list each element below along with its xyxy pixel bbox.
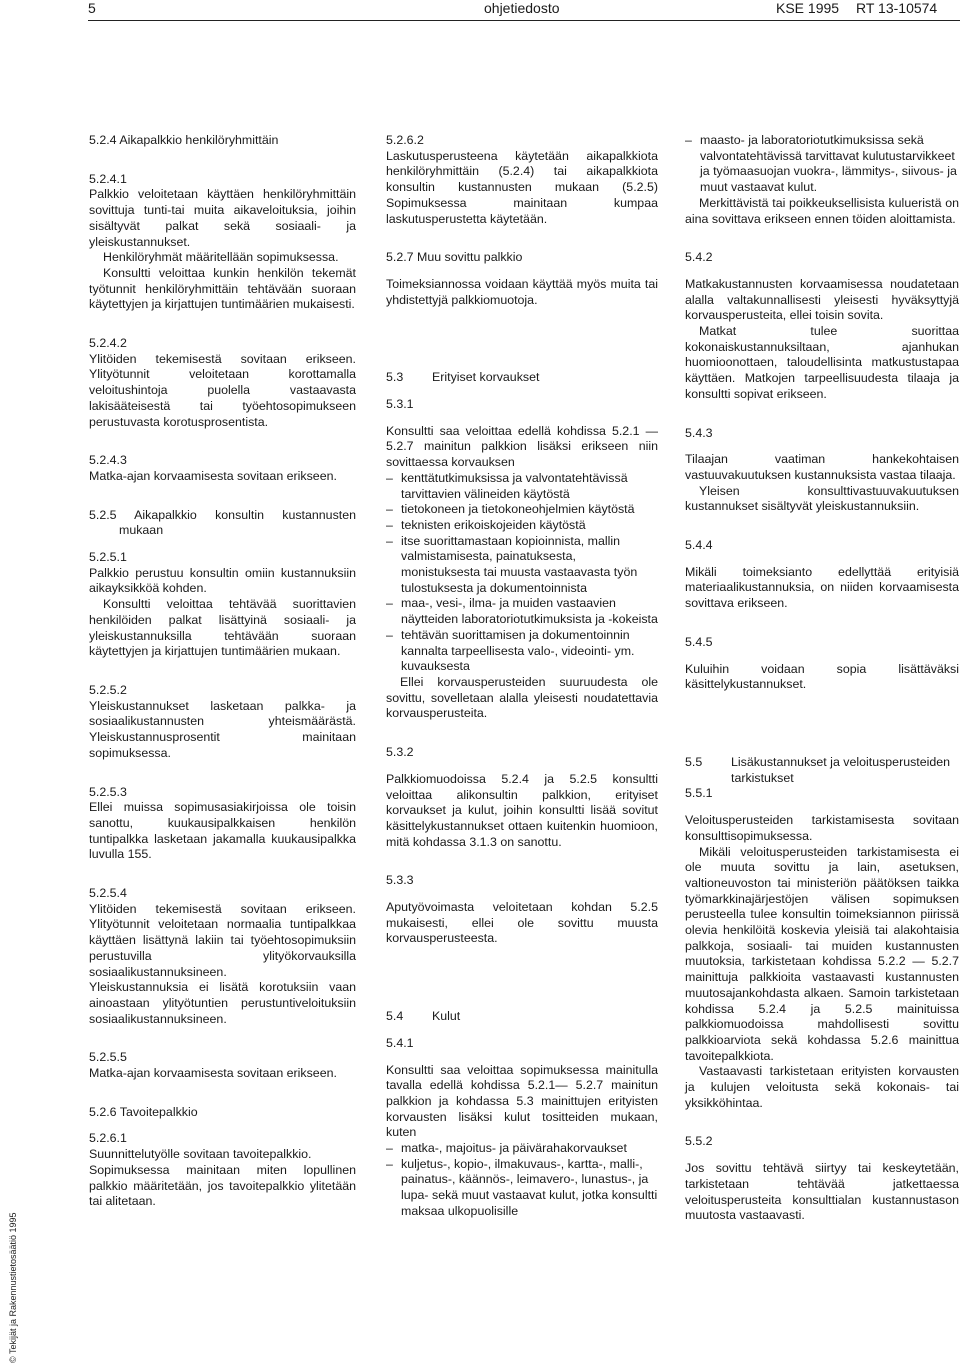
paragraph: Matkat tulee suorittaa kokonaiskustannuksiltaan, ajanhukan huomioonottaen, taloudellisinta matkustustapaa käyttäen. Matkojen tarpeellisuudesta tilaaja ja konsultti sopivat erikseen. (685, 324, 959, 401)
section-number: 5.4.1 (386, 1035, 414, 1050)
paragraph: Konsultti veloittaa kunkin henkilön tekemät työtunnit henkilöryhmittäin tehtävään suoraan käytettyjen ja kirjattujen tuntimäärien mukaisesti. (89, 265, 356, 312)
list-item: – kenttätutkimuksissa ja valvontatehtävissä tarvittavien välineiden käytöstä (386, 470, 628, 501)
section-number: 5.5.2 (685, 1134, 713, 1149)
paragraph: Ellei korvausperusteiden suuruudesta ole sovittu, sovelletaan alalla yleisesti noudatettavia korvausperusteita. (386, 674, 658, 721)
paragraph: Konsultti saa veloittaa sopimuksessa mainitulla tavalla edellä kohdissa 5.2.1— 5.2.7 mainitun palkkion ja kohdassa 5.3 mainittujen erityisten korvausten lisäksi kulut tositteiden mukaan, kuten (386, 1062, 658, 1140)
section-number: 5.2.5.2 (89, 682, 127, 697)
paragraph: Mikäli veloitusperusteiden tarkistamisesta ei ole muuta sovittu ja lain, asetuksen, valtioneuvoston tai ministeriön päätöksen taikka työmarkkinajärjestöjen välisen sopimuksen perusteella tulee konsultin toimeksiannon piirissä olevia henkilöitä koskevia yleisiä tai alakohtaisia palkkoja, sosiaali- tai muiden kustannusten muutoksia, tarkistetaan kohdissa 5.2.2 — 5.2.7 mainittuja palkkioita vastaavasti kustannusten muutosajankohdasta alkaen. Samoin tarkistetaan kohdissa 5.2.4 ja 5.2.5 mainituissa palkkiomuodoissa mahdollisesti sovittu palkkioarviota sekä kohdassa 5.2.6 mainittua tavoitepalkkiota. (685, 844, 959, 1063)
page-number: 5 (88, 0, 96, 16)
paragraph: Tilaajan vaatiman hankekohtaisen vastuuvakuutuksen kustannuksista vastaa tilaaja. (685, 452, 959, 482)
paragraph: Palkkiomuodoissa 5.2.4 ja 5.2.5 konsultti veloittaa alikonsultin palkkion, erityiset korvaukset ja kulut, joihin konsultti lisää sovitut käsittelykustannukset ottaen kuitenkin huomioon, mitä kohdassa 3.1.3 on sanottu. (386, 771, 658, 849)
section-number: 5.2.4.3 (89, 453, 127, 468)
paragraph: Veloitusperusteiden tarkistamisesta sovitaan konsulttisopimuksessa. (685, 813, 959, 843)
bullet-list (386, 1141, 658, 1220)
section-number: 5.2.5.4 (89, 886, 127, 901)
section-number: 5.2.5.1 (89, 550, 127, 565)
paragraph: Matkakustannusten korvaamisessa noudatetaan alalla valtakunnallisesti yleisesti hyväksyttyjä korvausperusteita, ellei toisin sovita. (685, 276, 959, 323)
section-number: 5.2.4.1 (89, 171, 127, 186)
column-left (89, 133, 356, 1210)
section-heading (386, 1009, 658, 1025)
section-number: 5.2.6.1 (89, 1131, 127, 1146)
bullet-list (386, 471, 658, 675)
paragraph: Laskutusperusteena käytetään aikapalkkiota henkilöryhmittäin (5.2.4) tai aikapalkkiota konsultin kustannusten mukaan (5.2.5) Sopimuksessa mainitaan kumpaa laskutusperustetta käytetään. (386, 148, 658, 226)
section-heading: 5.2.6 Tavoitepalkkio (89, 1104, 198, 1119)
section-number: 5.5 (685, 754, 703, 769)
list-item: – itse suorittamastaan kopioinnista, mallin valmistamisesta, painatuksesta, monistuksesta tai muusta vastaavasta työn tulostuksesta ja dokumentoinnista (386, 533, 638, 595)
paragraph: Suunnittelutyölle sovitaan tavoitepalkkio. (89, 1147, 312, 1162)
paragraph: Aputyövoimasta veloitetaan kohdan 5.2.5 mukaisesti, ellei ole sovittu muusta korvausperusteesta. (386, 900, 658, 946)
section-number: 5.4.4 (685, 538, 713, 553)
section-number: 5.5.1 (685, 786, 713, 801)
section-heading: 5.2.4 Aikapalkkio henkilöryhmittäin (89, 133, 279, 147)
section-title: Lisäkustannukset ja veloitusperusteiden tarkistukset (731, 754, 951, 785)
list-item: – maa-, vesi-, ilma- ja muiden vastaavien näytteiden laboratoriotutkimuksista ja -kokeista (386, 596, 658, 627)
section-number: 5.4.3 (685, 425, 713, 440)
list-item: – kuljetus-, kopio-, ilmakuvaus-, kartta-, malli-, painatus-, käännös-, leimavero-, lunastus-, ja lupa- sekä muut vastaavat kulut, jotka konsultti maksaa ulkopuolisille (386, 1156, 658, 1218)
section-heading: 5.2.7 Muu sovittu palkkio (386, 250, 523, 265)
section-number: 5.3.3 (386, 873, 414, 888)
paragraph: Sopimuksessa mainitaan miten lopullinen palkkio määritetään, jos tavoitepalkkio ylitetään tai alitetaan. (89, 1162, 356, 1209)
paragraph: Palkkio veloitetaan käyttäen henkilöryhmittäin sovittuja tunti-tai muita aikaveloituksia, joihin sisältyvät palkat sekä sosiaali- ja yleiskustannukset. (89, 187, 356, 249)
section-number: 5.3.2 (386, 745, 414, 760)
section-number: 5.2.5.5 (89, 1050, 127, 1065)
page-header (88, 0, 960, 21)
paragraph: Yleiskustannukset lasketaan palkka- ja sosiaalikustannusten yhteismäärästä. Yleiskustannusprosentit mainitaan sopimuksessa. (89, 698, 356, 760)
section-number: 5.4 (386, 1009, 404, 1024)
paragraph: Palkkio perustuu konsultin omiin kustannuksiin aikayksikköä kohden. (89, 565, 356, 596)
list-item: – matka-, majoitus- ja päivärahakorvaukset (386, 1141, 627, 1156)
section-number: 5.4.5 (685, 634, 713, 649)
paragraph: Henkilöryhmät määritellään sopimuksessa. (103, 250, 339, 265)
series-label: KSE 1995 (776, 0, 840, 16)
section-number: 5.3.1 (386, 397, 414, 412)
section-heading (685, 755, 959, 786)
list-item: – teknisten erikoiskojeiden käytöstä (386, 517, 586, 532)
paragraph: Yleiskustannuksia ei lisätä korotuksiin vaan ainoastaan ylityötuntien perustuntiveloituksiin sosiaalikustannuksineen. (89, 980, 356, 1026)
list-item: – maasto- ja laboratoriotutkimuksissa sekä valvontatehtävissä tarvittavat kulutustarvikkeet ja työmaasuojan vuokra-, lämmitys-, siivous- ja muut vastaavat kulut. (685, 133, 957, 195)
section-title: Kulut (432, 1009, 461, 1024)
paragraph: Toimeksiannossa voidaan käyttää myös muita tai yhdistettyjä palkkiomuotoja. (386, 276, 658, 307)
section-number: 5.3 (386, 370, 404, 385)
paragraph: Konsultti saa veloittaa edellä kohdissa 5.2.1 — 5.2.7 mainitun palkkion lisäksi erikseen niin sovittaessa korvauksen (386, 423, 658, 470)
paragraph: Kuluihin voidaan sopia lisättäväksi käsittelykustannukset. (685, 661, 959, 692)
document-code: RT 13-10574 (856, 0, 938, 16)
column-right (685, 133, 959, 1224)
list-item: – tietokoneen ja tietokoneohjelmien käytöstä (386, 502, 635, 517)
document-type: ohjetiedosto (484, 0, 560, 16)
paragraph: Matka-ajan korvaamisesta sovitaan erikseen. (89, 468, 337, 483)
section-number: 5.2.4.2 (89, 336, 127, 351)
paragraph: Jos sovittu tehtävä siirtyy tai keskeytetään, tarkistetaan tehtävää jatkettaessa veloitusperusteita konsulttialan kustannustason muutosta vastaavasti. (685, 1161, 959, 1223)
paragraph: Konsultti veloittaa tehtävää suorittavien henkilöiden palkat lisättyinä sosiaali- ja yleiskustannuksilla tehtävään suoraan käytettyjen ja kirjattujen tuntimäärien mukaan. (89, 597, 356, 659)
paragraph: Merkittävistä tai poikkeuksellisista kulueristä on aina sovittava erikseen ennen töiden aloittamista. (685, 195, 959, 226)
section-number: 5.4.2 (685, 250, 713, 265)
section-title: Erityiset korvaukset (432, 370, 540, 385)
list-item: – tehtävän suorittamisen ja dokumentoinnin kannalta tarpeellisesta valo-, videointi- ym. kuvauksesta (386, 627, 635, 674)
paragraph: Yleisen konsulttivastuuvakuutuksen kustannukset sisältyvät yleiskustannuksiin. (685, 483, 959, 514)
column-middle (386, 133, 658, 1220)
paragraph: Mikäli toimeksianto edellyttää erityisiä materiaalikustannuksia, on niiden korvaamisesta sovittava erikseen. (685, 564, 959, 611)
paragraph: Ellei muissa sopimusasiakirjoissa ole toisin sanottu, kuukausipalkkaisen henkilön tuntipalkka lasketaan jakamalla kuukausipalkka luvulla 155. (89, 800, 356, 862)
copyright-note: © Tekijät ja Rakennustietosäätiö 1995 (8, 1212, 18, 1363)
paragraph: Ylitöiden tekemisestä sovitaan erikseen. Ylityötunnit veloitetaan korottamalla veloitushintoja puolella vastaavasta lakisääteisestä tai työehtosopimukseen perustuvasta korotusprosentista. (89, 351, 356, 429)
paragraph: Ylitöiden tekemisestä sovitaan erikseen. Ylityötunnit veloitetaan normaalia tuntipalkkaa käyttäen lisättynä lakiin tai työehtosopimuksiin perustuvilla ylityökorvauksilla sosiaalikustannuksineen. (89, 901, 356, 979)
section-number: 5.2.5.3 (89, 784, 127, 799)
paragraph: Matka-ajan korvaamisesta sovitaan erikseen. (89, 1066, 337, 1081)
section-number: 5.2.6.2 (386, 133, 424, 147)
paragraph: Vastaavasti tarkistetaan erityisten korvausten ja kulujen veloitusta sekä kokonais- tai yksikköhintaa. (685, 1064, 959, 1110)
section-heading: 5.2.5 Aikapalkkio konsultin kustannusten mukaan (89, 507, 356, 538)
section-heading (386, 370, 658, 386)
